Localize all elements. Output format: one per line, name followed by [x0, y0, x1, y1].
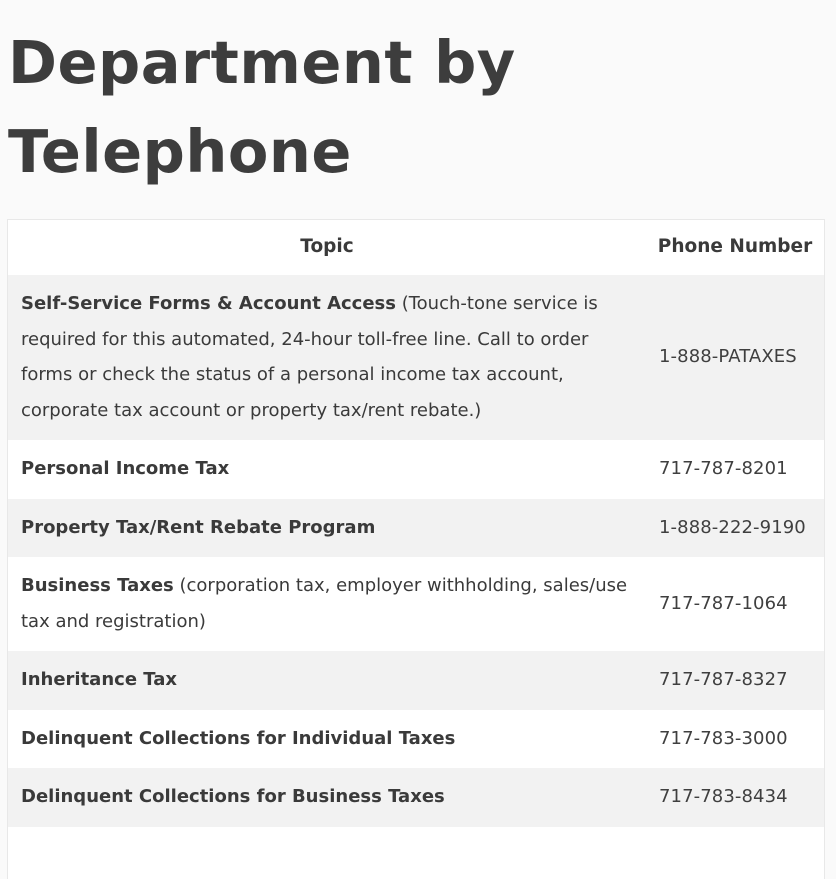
phone-number: 1-888-PATAXES: [646, 275, 824, 440]
phone-number: 717-783-8434: [646, 768, 824, 827]
phone-directory-table: [7, 219, 825, 879]
phone-number: 717-787-8201: [659, 458, 788, 479]
phone-column-header: Phone Number: [646, 220, 824, 275]
topic-name: Personal Income Tax: [21, 458, 230, 479]
table-row: [8, 557, 824, 651]
phone-number: 1-888-222-9190: [646, 499, 824, 558]
page-title: Department by Telephone: [8, 28, 516, 186]
topic-cell: [8, 557, 646, 651]
topic-note: (corporation tax, employer withholding, sales/use tax and registration): [21, 575, 628, 632]
topic-cell: [8, 499, 646, 558]
topic-name: Self-Service Forms & Account Access: [21, 293, 396, 314]
topic-note: (Touch-tone service is required for this automated, 24-hour toll-free line. Call to order forms or check the status of a personal income tax account, corporate tax account or property tax/rent rebate.): [21, 293, 598, 421]
topic-cell: [8, 440, 646, 499]
topic-name: Inheritance Tax: [21, 669, 178, 690]
topic-column-header: Topic: [8, 220, 646, 275]
table-row: [8, 275, 824, 440]
topic-name: Property Tax/Rent Rebate Program: [21, 516, 376, 538]
table-row: [8, 499, 824, 558]
topic-cell: [8, 651, 646, 710]
topic-name: Business Taxes: [21, 575, 174, 596]
table-header-row: [8, 220, 824, 275]
table-row: [8, 710, 824, 769]
topic-cell: [8, 768, 646, 827]
phone-number: 717-787-8327: [646, 651, 824, 710]
table-row: [8, 651, 824, 710]
table-row: [8, 440, 824, 499]
phone-number: 717-783-3000: [659, 727, 788, 749]
table-row: [8, 768, 824, 827]
topic-name: Delinquent Collections for Business Taxes: [21, 786, 445, 807]
topic-cell: [8, 275, 646, 440]
topic-name: Delinquent Collections for Individual Taxes: [21, 727, 456, 749]
topic-cell: [8, 710, 646, 769]
phone-number: 717-787-1064: [659, 592, 788, 614]
